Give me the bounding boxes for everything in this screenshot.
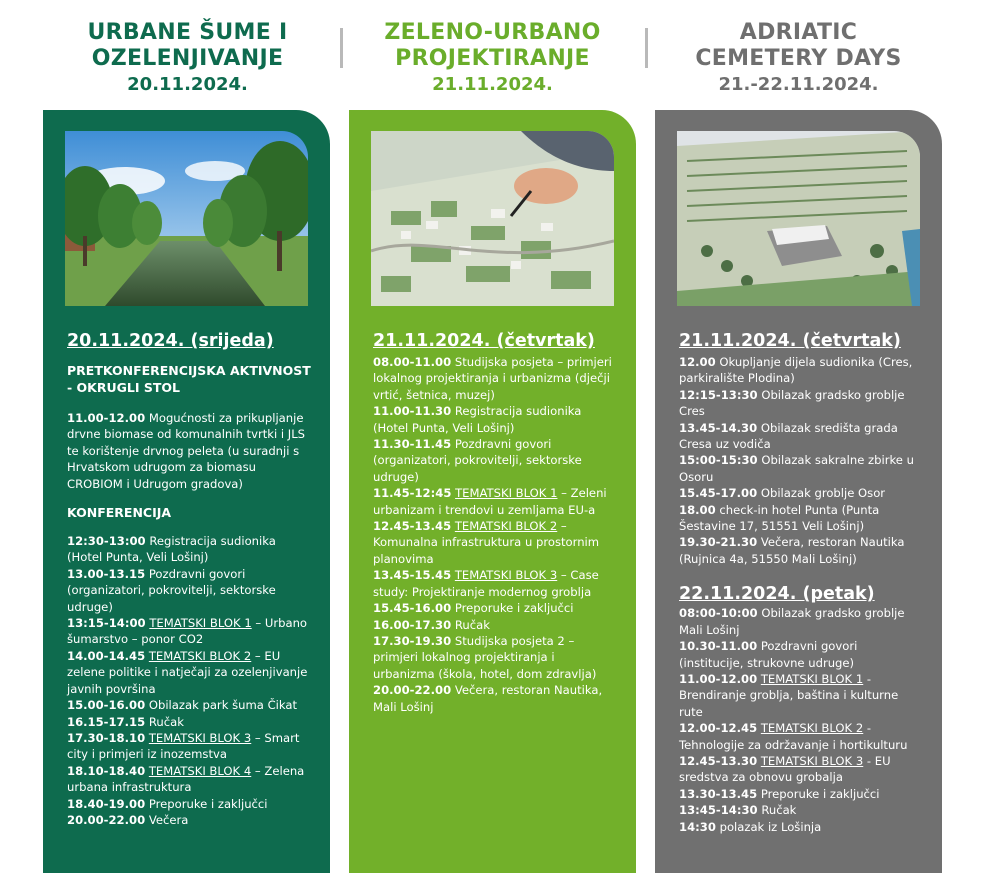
schedule-time: 20.00-22.00 bbox=[373, 683, 452, 698]
schedule-item bbox=[67, 730, 312, 763]
schedule-text: Preporuke i zaključci bbox=[148, 796, 268, 811]
schedule-time: 12.00-12.45 bbox=[679, 721, 758, 736]
schedule-text: Studijska posjeta – primjeri lokalnog projektiranja i urbanizma (dječji vrtić, šetnica, muzej) bbox=[373, 355, 612, 402]
header-title-line2: OZELENJIVANJE bbox=[91, 46, 284, 71]
schedule-text: Mogućnosti za prikupljanje drvne biomase od komunalnih tvrtki i JLS te korištenje drvnog peleta (u suradnji s Hrvatskom udrugom za biomasu CROBIOM i Udrugom gradova) bbox=[67, 411, 306, 491]
thematic-block-link[interactable]: TEMATSKI BLOK 1 bbox=[455, 486, 558, 501]
schedule-item bbox=[679, 452, 924, 485]
schedule-text: – EU zelene politike i natječaji za ozelenjivanje javnih površina bbox=[67, 648, 308, 696]
header-cemetery-days bbox=[656, 20, 941, 98]
day-heading: 22.11.2024. (petak) bbox=[679, 584, 875, 605]
schedule-text: Okupljanje dijela sudionika (Cres, parkiralište Plodina) bbox=[679, 355, 913, 386]
schedule-item bbox=[67, 648, 312, 697]
schedule-text: Ručak bbox=[761, 803, 797, 818]
schedule-time: 20.00-22.00 bbox=[67, 812, 146, 827]
schedule-item bbox=[679, 819, 924, 835]
cemetery-model-photo bbox=[677, 131, 920, 306]
column-green-urban-design bbox=[349, 110, 636, 873]
schedule-text: Večera, restoran Nautika (Rujnica 4a, 51550 Mali Lošinj) bbox=[679, 535, 905, 566]
section-heading-conference: KONFERENCIJA bbox=[67, 505, 172, 521]
schedule-time: 15.45-16.00 bbox=[373, 601, 452, 616]
schedule-time: 18.10-18.40 bbox=[67, 763, 146, 778]
schedule-time: 16.15-17.15 bbox=[67, 714, 146, 729]
schedule-time: 18.00 bbox=[679, 502, 716, 517]
header-title-line1: ADRIATIC bbox=[739, 20, 858, 45]
schedule-time: 12:30-13:00 bbox=[67, 534, 146, 549]
schedule-text: Registracija sudionika (Hotel Punta, Veli Lošinj) bbox=[67, 534, 276, 565]
schedule-item bbox=[67, 796, 312, 812]
schedule-time: 12:15-13:30 bbox=[679, 387, 758, 402]
schedule-item bbox=[67, 615, 312, 648]
schedule-text: Registracija sudionika (Hotel Punta, Veli Lošinj) bbox=[373, 404, 582, 435]
header-divider bbox=[645, 28, 648, 68]
schedule-time: 13:45-14:30 bbox=[679, 803, 758, 818]
schedule-time: 10.30-11.00 bbox=[679, 639, 758, 654]
thematic-block-link[interactable]: TEMATSKI BLOK 2 bbox=[148, 648, 252, 663]
urban-model-drawing-photo bbox=[371, 131, 614, 306]
schedule-text: - Brendiranje groblja, baština i kulturne rute bbox=[679, 671, 899, 719]
schedule-text: – Zelena urbana infrastruktura bbox=[67, 763, 305, 795]
schedule-item bbox=[679, 605, 924, 638]
schedule-text: Večera, restoran Nautika, Mali Lošinj bbox=[373, 683, 603, 714]
schedule-item bbox=[679, 387, 924, 420]
schedule-time: 11.45-12:45 bbox=[373, 486, 452, 501]
schedule-item bbox=[679, 502, 924, 535]
schedule-item bbox=[679, 786, 924, 802]
schedule-item bbox=[679, 720, 924, 753]
schedule-time: 11.00-12.00 bbox=[67, 411, 146, 425]
schedule-time: 16.00-17.30 bbox=[373, 617, 452, 632]
schedule-text: Studijska posjeta 2 – primjeri lokalnog projektiranja i urbanizma (škola, hotel, dom zdravlja) bbox=[373, 633, 597, 681]
schedule-item bbox=[67, 566, 312, 615]
schedule-time: 17.30-18.10 bbox=[67, 730, 146, 745]
schedule-item bbox=[679, 802, 924, 818]
schedule-text: Večera bbox=[148, 812, 189, 827]
schedule-item bbox=[679, 753, 924, 786]
schedule-text: polazak iz Lošinja bbox=[719, 819, 822, 834]
schedule-text: Ručak bbox=[148, 714, 184, 729]
schedule-time: 13.45-14.30 bbox=[679, 420, 758, 435]
schedule-text: Pozdravni govori (organizatori, pokrovitelji, sektorske udruge) bbox=[67, 566, 276, 614]
day-heading: 21.11.2024. (četvrtak) bbox=[373, 331, 595, 351]
schedule-time: 17.30-19.30 bbox=[373, 633, 452, 648]
schedule-item bbox=[373, 567, 618, 600]
schedule-time: 08:00-10:00 bbox=[679, 606, 758, 621]
schedule-text: Preporuke i zaključci bbox=[760, 786, 880, 801]
schedule-text: - EU sredstva za obnovu grobalja bbox=[679, 753, 891, 785]
schedule-item bbox=[679, 638, 924, 671]
thematic-block-link[interactable]: TEMATSKI BLOK 2 bbox=[454, 519, 558, 534]
schedule-time: 12.00 bbox=[679, 355, 716, 369]
schedule-item bbox=[67, 812, 312, 828]
schedule-item bbox=[373, 436, 618, 485]
header-title-line2: CEMETERY DAYS bbox=[695, 46, 902, 71]
schedule-cemetery-days bbox=[679, 330, 924, 835]
schedule-time: 15:00-15:30 bbox=[679, 453, 758, 468]
schedule-item bbox=[373, 600, 618, 616]
schedule-time: 11.30-11.45 bbox=[373, 437, 452, 452]
header-divider bbox=[340, 28, 343, 68]
schedule-item bbox=[373, 633, 618, 682]
schedule-item bbox=[679, 354, 924, 387]
header-title-line1: URBANE ŠUME I bbox=[87, 20, 288, 45]
schedule-green-urban-design bbox=[373, 330, 618, 715]
schedule-time: 11.00-12.00 bbox=[679, 671, 758, 686]
schedule-text: – Komunalna infrastruktura u prostornim planovima bbox=[373, 519, 600, 566]
schedule-time: 13.00-13.15 bbox=[67, 566, 146, 581]
thematic-block-link[interactable]: TEMATSKI BLOK 1 bbox=[149, 616, 252, 631]
section-heading-roundtable: PRETKONFERENCIJSKA AKTIVNOST - OKRUGLI STOL bbox=[67, 363, 311, 395]
schedule-text: Preporuke i zaključci bbox=[454, 601, 574, 616]
header-date: 21.11.2024. bbox=[432, 74, 553, 95]
schedule-item bbox=[67, 763, 312, 796]
column-cemetery-days bbox=[655, 110, 942, 873]
header-urban-forests bbox=[45, 20, 330, 98]
schedule-item bbox=[67, 697, 312, 713]
schedule-text: – Smart city i primjeri iz inozemstva bbox=[67, 730, 300, 762]
thematic-block-link[interactable]: TEMATSKI BLOK 3 bbox=[148, 730, 252, 745]
schedule-time: 15.00-16.00 bbox=[67, 698, 146, 713]
schedule-item bbox=[373, 403, 618, 436]
schedule-time: 15.45-17.00 bbox=[679, 486, 758, 501]
schedule-text: – Zeleni urbanizam i trendovi u zemljama EU-a bbox=[373, 486, 607, 517]
header-title-line1: ZELENO-URBANO bbox=[384, 20, 601, 45]
schedule-text: Pozdravni govori (institucije, strukovne udruge) bbox=[679, 639, 858, 670]
canal-tree-avenue-photo bbox=[65, 131, 308, 306]
schedule-item bbox=[679, 534, 924, 567]
schedule-text: – Case study: Projektiranje modernog groblja bbox=[373, 568, 599, 599]
schedule-item bbox=[679, 671, 924, 720]
schedule-item bbox=[373, 485, 618, 518]
schedule-item bbox=[67, 714, 312, 730]
schedule-item bbox=[373, 682, 618, 715]
schedule-time: 19.30-21.30 bbox=[679, 535, 758, 550]
schedule-item bbox=[679, 485, 924, 501]
schedule-time: 13.45-15.45 bbox=[373, 568, 452, 583]
schedule-time: 14.00-14.45 bbox=[67, 648, 146, 663]
schedule-time: 12.45-13.30 bbox=[679, 753, 758, 768]
schedule-time: 12.45-13.45 bbox=[373, 519, 452, 534]
schedule-time: 13:15-14:00 bbox=[67, 616, 146, 631]
schedule-text: Obilazak središta grada Cresa uz vodiča bbox=[679, 420, 898, 452]
schedule-time: 13.30-13.45 bbox=[679, 786, 758, 801]
schedule-text: check-in hotel Punta (Punta Šestavine 17, 51551 Veli Lošinj) bbox=[679, 502, 880, 534]
schedule-item bbox=[373, 354, 618, 403]
schedule-text: Pozdravni govori (organizatori, pokrovitelji, sektorske udruge) bbox=[373, 437, 582, 484]
schedule-item bbox=[67, 533, 312, 566]
column-urban-forests bbox=[43, 110, 330, 873]
schedule-item bbox=[67, 410, 312, 492]
schedule-item bbox=[679, 420, 924, 453]
schedule-item bbox=[373, 617, 618, 633]
schedule-time: 14:30 bbox=[679, 819, 716, 834]
header-date: 21.-22.11.2024. bbox=[718, 74, 879, 95]
thematic-block-link[interactable]: TEMATSKI BLOK 4 bbox=[148, 763, 252, 778]
schedule-text: - Tehnologije za održavanje i hortikulturu bbox=[679, 721, 908, 752]
schedule-text: Obilazak gradsko groblje Mali Lošinj bbox=[679, 606, 905, 637]
header-date: 20.11.2024. bbox=[127, 74, 248, 95]
schedule-text: Obilazak gradsko groblje Cres bbox=[679, 387, 905, 419]
thematic-block-link[interactable]: TEMATSKI BLOK 3 bbox=[454, 568, 558, 583]
schedule-text: Obilazak park šuma Čikat bbox=[148, 698, 298, 713]
schedule-text: Ručak bbox=[454, 617, 490, 632]
thematic-block-link[interactable]: TEMATSKI BLOK 3 bbox=[760, 753, 864, 768]
schedule-time: 08.00-11.00 bbox=[373, 355, 452, 369]
schedule-text: – Urbano šumarstvo – ponor CO2 bbox=[67, 616, 308, 647]
schedule-item bbox=[373, 518, 618, 567]
thematic-block-link[interactable]: TEMATSKI BLOK 1 bbox=[760, 671, 864, 686]
schedule-text: Obilazak sakralne zbirke u Osoru bbox=[679, 453, 914, 484]
schedule-text: Obilazak groblje Osor bbox=[760, 486, 886, 501]
thematic-block-link[interactable]: TEMATSKI BLOK 2 bbox=[760, 721, 864, 736]
schedule-time: 18.40-19.00 bbox=[67, 796, 146, 811]
header-title-line2: PROJEKTIRANJE bbox=[395, 46, 590, 71]
header-green-urban-design bbox=[350, 20, 635, 98]
schedule-urban-forests bbox=[67, 330, 312, 828]
day-heading: 21.11.2024. (četvrtak) bbox=[679, 331, 901, 351]
day-heading: 20.11.2024. (srijeda) bbox=[67, 331, 274, 351]
schedule-time: 11.00-11.30 bbox=[373, 404, 452, 419]
